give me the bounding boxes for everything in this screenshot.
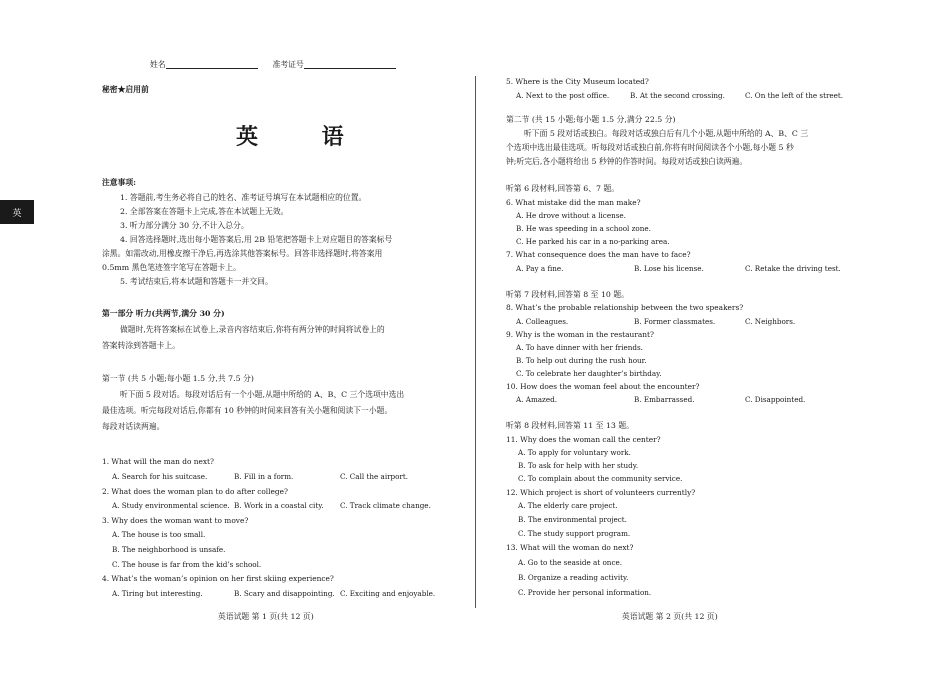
note-item: 2. 全部答案在答题卡上完成,答在本试题上无效。 <box>120 207 289 216</box>
option: B. He was speeding in a school zone. <box>516 224 651 233</box>
option: C. The house is far from the kid’s school. <box>112 560 262 569</box>
question: 3. Why does the woman want to move? <box>102 516 249 525</box>
option: A. Tiring but interesting. <box>112 589 203 598</box>
question: 12. Which project is short of volunteers currently? <box>506 488 696 497</box>
option: B. Work in a coastal city. <box>234 501 324 510</box>
option: B. Organize a reading activity. <box>518 573 629 582</box>
option: C. Disappointed. <box>745 395 806 404</box>
section1-instruction: 最佳选项。听完每段对话后,你都有 10 秒钟的时间来回答有关小题和阅读下一小题。 <box>102 406 393 415</box>
option: B. At the second crossing. <box>630 91 725 100</box>
option: C. Call the airport. <box>340 472 409 481</box>
option: B. To help out during the rush hour. <box>516 356 647 365</box>
group-intro: 听第 7 段材料,回答第 8 至 10 题。 <box>506 290 629 299</box>
name-blank <box>166 60 258 69</box>
note-item: 0.5mm 黑色笔迹签字笔写在答题卡上。 <box>102 263 241 272</box>
option: A. Pay a fine. <box>516 264 564 273</box>
option: C. Exciting and enjoyable. <box>340 589 436 598</box>
option: B. The neighborhood is unsafe. <box>112 545 226 554</box>
option: B. Embarrassed. <box>634 395 695 404</box>
question: 7. What consequence does the man have to face? <box>506 250 691 259</box>
section1-instruction: 听下面 5 段对话。每段对话后有一个小题,从题中所给的 A、B、C 三个选项中选出 <box>120 390 405 399</box>
option: C. Retake the driving test. <box>745 264 841 273</box>
question: 4. What’s the woman’s opinion on her first skiing experience? <box>102 574 334 583</box>
note-item: 3. 听力部分满分 30 分,不计入总分。 <box>120 221 249 230</box>
group-intro: 听第 8 段材料,回答第 11 至 13 题。 <box>506 421 634 430</box>
note-item: 1. 答题前,考生务必将自己的姓名、准考证号填写在本试题相应的位置。 <box>120 193 367 202</box>
question: 11. Why does the woman call the center? <box>506 435 661 444</box>
option: A. Study environmental science. <box>112 501 230 510</box>
exam-no-label: 准考证号 <box>272 60 304 69</box>
option: A. He drove without a license. <box>516 211 626 220</box>
option: A. Amazed. <box>516 395 557 404</box>
secret-label: 秘密★启用前 <box>102 85 149 94</box>
section1-instruction: 每段对话读两遍。 <box>102 422 165 431</box>
name-label: 姓名 <box>150 60 166 69</box>
option: A. The elderly care project. <box>518 501 618 510</box>
page-divider <box>475 76 476 608</box>
side-tab: 英 <box>0 200 34 224</box>
group-intro: 听第 6 段材料,回答第 6、7 题。 <box>506 184 620 193</box>
part1-instruction: 做题时,先将答案标在试卷上,录音内容结束后,你将有两分钟的时间将试卷上的 <box>120 325 385 334</box>
question: 2. What does the woman plan to do after college? <box>102 487 288 496</box>
option: C. Track climate change. <box>340 501 431 510</box>
option: C. Provide her personal information. <box>518 588 652 597</box>
option: C. On the left of the street. <box>745 91 844 100</box>
option: A. Search for his suitcase. <box>112 472 208 481</box>
option: C. To complain about the community service. <box>518 474 683 483</box>
candidate-header <box>150 60 396 69</box>
option: C. To celebrate her daughter’s birthday. <box>516 369 662 378</box>
question: 6. What mistake did the man make? <box>506 198 641 207</box>
section2-instruction: 个选项中选出最佳选项。听每段对话或独白前,你将有时间阅读各个小题,每小题 5 秒 <box>506 143 794 152</box>
part1-instruction: 答案转涂到答题卡上。 <box>102 341 180 350</box>
question: 8. What’s the probable relationship between the two speakers? <box>506 303 744 312</box>
option: A. Colleagues. <box>516 317 569 326</box>
question: 9. Why is the woman in the restaurant? <box>506 330 654 339</box>
section2-heading: 第二节 (共 15 小题;每小题 1.5 分,满分 22.5 分) <box>506 115 676 124</box>
option: A. To have dinner with her friends. <box>516 343 643 352</box>
note-item: 涂黑。如需改动,用橡皮擦干净后,再选涂其他答案标号。回答非选择题时,将答案用 <box>102 249 383 258</box>
question: 1. What will the man do next? <box>102 457 214 466</box>
note-item: 5. 考试结束后,将本试题和答题卡一并交回。 <box>120 277 273 286</box>
option: B. The environmental project. <box>518 515 627 524</box>
question: 5. Where is the City Museum located? <box>506 77 649 86</box>
option: B. Former classmates. <box>634 317 716 326</box>
section2-instruction: 钟;听完后,各小题将给出 5 秒钟的作答时间。每段对话或独白读两遍。 <box>506 157 748 166</box>
question: 10. How does the woman feel about the encounter? <box>506 382 700 391</box>
option: B. Scary and disappointing. <box>234 589 335 598</box>
option: C. He parked his car in a no-parking area. <box>516 237 670 246</box>
option: B. To ask for help with her study. <box>518 461 639 470</box>
option: A. To apply for voluntary work. <box>518 448 631 457</box>
section2-instruction: 听下面 5 段对话或独白。每段对话或独白后有几个小题,从题中所给的 A、B、C 三 <box>524 129 809 138</box>
option: A. Go to the seaside at once. <box>518 558 623 567</box>
note-item: 4. 回答选择题时,选出每小题答案后,用 2B 铅笔把答题卡上对应题目的答案标号 <box>120 235 393 244</box>
page-title: 英 语 <box>236 125 372 150</box>
page-footer: 英语试题 第 2 页(共 12 页) <box>622 612 718 621</box>
question: 13. What will the woman do next? <box>506 543 634 552</box>
notes-heading: 注意事项: <box>102 178 137 187</box>
option: B. Fill in a form. <box>234 472 294 481</box>
part1-heading: 第一部分 听力(共两节,满分 30 分) <box>102 309 225 318</box>
page-footer: 英语试题 第 1 页(共 12 页) <box>218 612 314 621</box>
option: C. The study support program. <box>518 529 631 538</box>
option: C. Neighbors. <box>745 317 796 326</box>
option: B. Lose his license. <box>634 264 704 273</box>
exam-no-blank <box>304 60 396 69</box>
section1-heading: 第一节 (共 5 小题;每小题 1.5 分,共 7.5 分) <box>102 374 254 383</box>
option: A. The house is too small. <box>112 530 206 539</box>
option: A. Next to the post office. <box>516 91 610 100</box>
